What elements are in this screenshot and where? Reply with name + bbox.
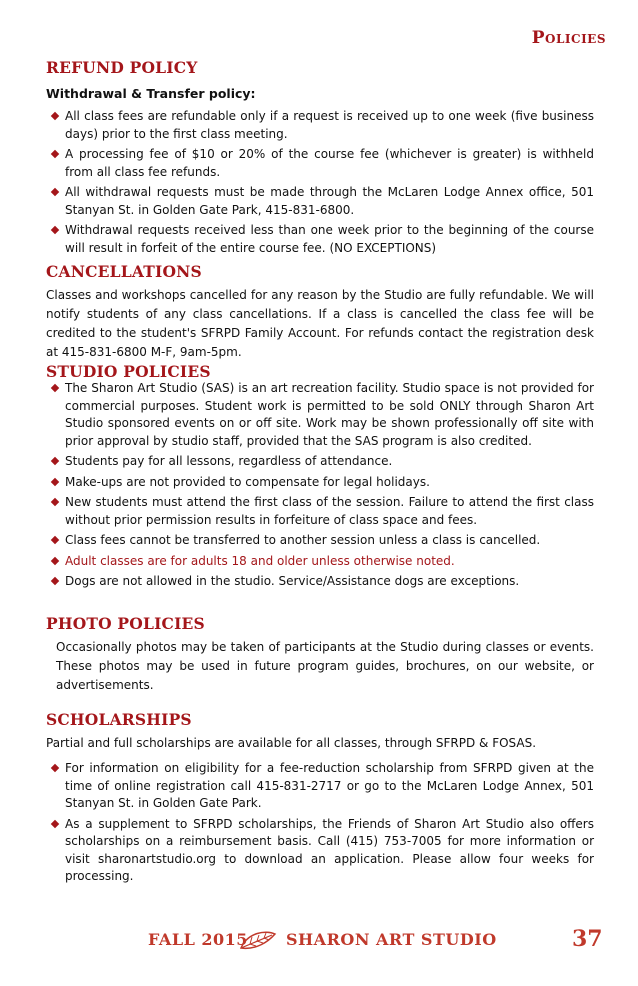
- list-item: Dogs are not allowed in the studio. Service/Assistance dogs are exceptions.: [52, 573, 594, 591]
- page-number: 37: [572, 926, 603, 952]
- bullet-diamond-icon: [51, 556, 59, 564]
- cancellations-body: Classes and workshops cancelled for any reason by the Studio are fully refundable. We will notify students of any class cancellations. If a class is cancelled the class fee will be credited to the student's SFRPD Family Account. For refunds contact the registration desk at 415-831-6800 M-F, 9am-5pm.: [46, 288, 594, 359]
- cancellations-title: CANCELLATIONS: [46, 262, 202, 281]
- bullet-diamond-icon: [51, 536, 59, 544]
- studio-bullet-list: [52, 380, 594, 594]
- bullet-diamond-icon: [51, 477, 59, 485]
- list-item: All withdrawal requests must be made through the McLaren Lodge Annex office, 501 Stanyan St. in Golden Gate Park, 415-831-6800.: [52, 184, 594, 219]
- scholarships-title: SCHOLARSHIPS: [46, 710, 192, 729]
- bullet-diamond-icon: [51, 226, 59, 234]
- bullet-diamond-icon: [51, 764, 59, 772]
- bullet-diamond-icon: [51, 188, 59, 196]
- scholarships-bullet-list: [52, 760, 594, 889]
- list-item: A processing fee of $10 or 20% of the course fee (whichever is greater) is withheld from all class fee refunds.: [52, 146, 594, 181]
- bullet-diamond-icon: [51, 577, 59, 585]
- list-item: Withdrawal requests received less than one week prior to the beginning of the course will result in forfeit of the entire course fee. (NO EXCEPTIONS): [52, 222, 594, 257]
- bullet-diamond-icon: [51, 112, 59, 120]
- page-footer: [0, 926, 638, 960]
- list-item: All class fees are refundable only if a request is received up to one week (five business days) prior to the first class meeting.: [52, 108, 594, 143]
- footer-season: FALL 2015: [148, 930, 248, 949]
- list-item: As a supplement to SFRPD scholarships, the Friends of Sharon Art Studio also offers scholarships on a reimbursement basis. Call (415) 753-7005 for more information or visit sharonartstudio.org to download an application. Please allow four weeks for processing.: [52, 816, 594, 886]
- list-item: New students must attend the first class of the session. Failure to attend the first class without prior permission results in forfeiture of class space and fees.: [52, 494, 594, 529]
- refund-bullet-list: [52, 108, 594, 260]
- withdrawal-transfer-subhead: Withdrawal & Transfer policy:: [46, 86, 256, 101]
- scholarships-intro: Partial and full scholarships are available for all classes, through SFRPD & FOSAS.: [46, 736, 537, 750]
- running-header: Policies: [531, 28, 606, 48]
- leaf-icon: [238, 928, 278, 958]
- footer-studio-name: SHARON ART STUDIO: [286, 930, 497, 949]
- refund-policy-title: REFUND POLICY: [46, 58, 198, 77]
- bullet-diamond-icon: [51, 457, 59, 465]
- bullet-diamond-icon: [51, 150, 59, 158]
- list-item-highlighted: Adult classes are for adults 18 and older unless otherwise noted.: [52, 553, 594, 571]
- bullet-diamond-icon: [51, 384, 59, 392]
- list-item: The Sharon Art Studio (SAS) is an art recreation facility. Studio space is not provided for commercial purposes. Student work is permitted to be sold ONLY through Sharon Art Studio sponsored events on or off site. Work may be shown professionally off site with prior approval by studio staff, provided that the SAS program is also credited.: [52, 380, 594, 450]
- studio-policies-title: STUDIO POLICIES: [46, 362, 211, 381]
- photo-policies-title: PHOTO POLICIES: [46, 614, 205, 633]
- list-item: Make-ups are not provided to compensate for legal holidays.: [52, 474, 594, 492]
- bullet-diamond-icon: [51, 819, 59, 827]
- list-item: For information on eligibility for a fee-reduction scholarship from SFRPD given at the time of online registration call 415-831-2717 or go to the McLaren Lodge Annex, 501 Stanyan St. in Golden Gate Park.: [52, 760, 594, 813]
- list-item: Students pay for all lessons, regardless of attendance.: [52, 453, 594, 471]
- bullet-diamond-icon: [51, 498, 59, 506]
- list-item: Class fees cannot be transferred to another session unless a class is cancelled.: [52, 532, 594, 550]
- photo-policies-body: Occasionally photos may be taken of participants at the Studio during classes or events. These photos may be used in future program guides, brochures, on our website, or advertisements.: [56, 640, 594, 692]
